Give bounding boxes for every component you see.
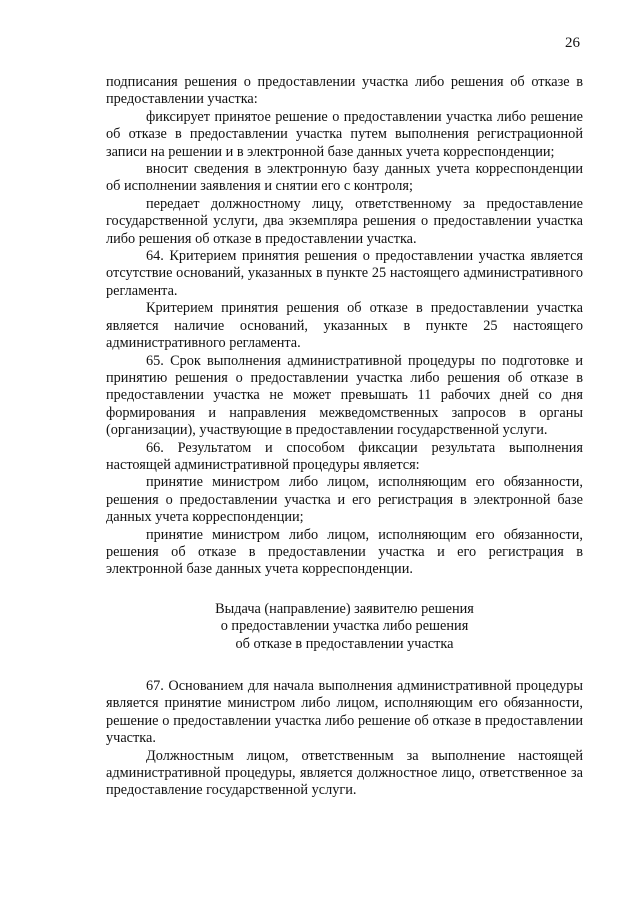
paragraph: передает должностному лицу, ответственному за предоставление государственной услуги, два экземпляра решения о предоставлении участка либо решения об отказе в предоставлении участка. bbox=[106, 195, 583, 247]
document-body bbox=[106, 74, 583, 800]
page-number: 26 bbox=[565, 35, 580, 51]
paragraph: 64. Критерием принятия решения о предоставлении участка является отсутствие оснований, указанных в пункте 25 настоящего административного регламента. bbox=[106, 248, 583, 299]
paragraph: фиксирует принятое решение о предоставлении участка либо решение об отказе в предоставлении участка путем выполнения регистрационной записи на решении и в электронной базе данных учета корреспонденции; bbox=[106, 108, 583, 160]
paragraph: Критерием принятия решения об отказе в предоставлении участка является наличие оснований, указанных в пункте 25 настоящего административного регламента. bbox=[106, 300, 583, 352]
section-heading-line: о предоставлении участка либо решения bbox=[220, 618, 469, 635]
paragraph: 65. Срок выполнения административной процедуры по подготовке и принятию решения о предоставлении участка либо решения об отказе в предоставлении участка не может превышать 11 рабочих дней со дня формирования и направления межведомственных запросов в органы (организации), участвующие в предоставлении государственной услуги. bbox=[106, 352, 583, 439]
section-heading-line: Выдача (направление) заявителю решения bbox=[215, 600, 474, 617]
paragraph: Должностным лицом, ответственным за выполнение настоящей административной процедуры, является должностное лицо, ответственное за предоставление государственной услуги. bbox=[106, 747, 583, 799]
paragraph: вносит сведения в электронную базу данных учета корреспонденции об исполнении заявления и снятии его с контроля; bbox=[106, 161, 583, 195]
paragraphs-before bbox=[106, 74, 583, 579]
section-heading-line: об отказе в предоставлении участка bbox=[235, 635, 454, 652]
paragraph: принятие министром либо лицом, исполняющим его обязанности, решения о предоставлении участка и его регистрация в электронной базе данных учета корреспонденции; bbox=[106, 474, 583, 526]
paragraph: 66. Результатом и способом фиксации результата выполнения настоящей административной процедуры является: bbox=[106, 439, 583, 473]
paragraph: 67. Основанием для начала выполнения административной процедуры является принятие министром либо лицом, исполняющим его обязанности, решение о предоставлении участка либо решение об отказе в предоставлении участка. bbox=[106, 678, 583, 747]
section-heading bbox=[106, 601, 583, 653]
paragraph: подписания решения о предоставлении участка либо решения об отказе в предоставлении участка: bbox=[106, 74, 583, 108]
paragraphs-after bbox=[106, 678, 583, 800]
paragraph: принятие министром либо лицом, исполняющим его обязанности, решения об отказе в предоставлении участка и его регистрация в электронной базе данных учета корреспонденции. bbox=[106, 526, 583, 578]
